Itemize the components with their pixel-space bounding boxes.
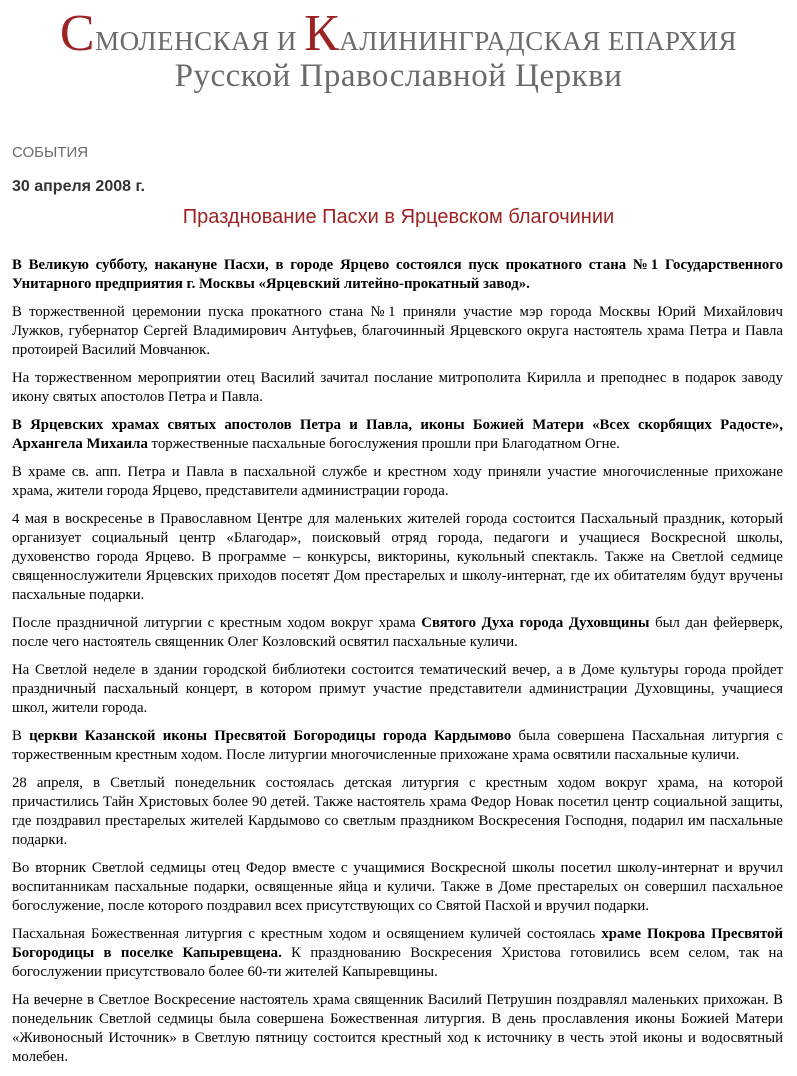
section-label: СОБЫТИЯ <box>12 144 89 161</box>
paragraph: После праздничной литургии с крестным ходом вокруг храма Святого Духа города Духовщины был дан фейерверк, после чего настоятель священник Олег Козловский освятил пасхальные куличи. <box>12 615 783 650</box>
paragraph: Пасхальная Божественная литургия с крестным ходом и освящением куличей состоялась храме Покрова Пресвятой Богородицы в поселке Капыревщена. К празднованию Воскресения Христова готовились всем селом, так на богослужении присутствовало более 60-ти жителей Капыревщины. <box>12 926 783 980</box>
eparchy-header <box>0 0 797 120</box>
paragraph: В церкви Казанской иконы Пресвятой Богородицы города Кардымово была совершена Пасхальная литургия с торжественным крестным ходом. После литургии многочисленные прихожане храма освятили пасхальные куличи. <box>12 728 783 763</box>
paragraph: В храме св. апп. Петра и Павла в пасхальной службе и крестном ходу приняли участие многочисленные прихожане храма, жители города Ярцево, представители администрации города. <box>12 464 783 499</box>
paragraph: 28 апреля, в Светлый понедельник состоялась детская литургия с крестным ходом вокруг храма, на которой причастились Тайн Христовых более 90 детей. Также настоятель храма Федор Новак посетил центр социальной защиты, где поздравил престарелых жителей Кардымово со светлым праздником Воскресения Господня, подарил им пасхальные подарки. <box>12 775 783 848</box>
paragraph: 4 мая в воскресенье в Православном Центре для маленьких жителей города состоится Пасхальный праздник, который организует социальный центр «Благодар», поисковый отряд города, педагоги и учащиеся Воскресной школы, духовенство города Ярцево. В программе – конкурсы, викторины, кукольный спектакль. Также на Светлой седмице священнослужители Ярцевских приходов посетят Дом престарелых и школу-интернат, где их обитателям будут вручены пасхальные подарки. <box>12 511 783 603</box>
paragraph: Во вторник Светлой седмицы отец Федор вместе с учащимися Воскресной школы посетил школу-интернат и вручил воспитанникам пасхальные подарки, освященные яйца и куличи. Также в Доме престарелых он совершил пасхальное богослужение, после которого поздравил всех присутствующих со Святой Пасхой и вручил подарки. <box>12 860 783 914</box>
header-initial-2: К <box>304 5 340 62</box>
article-date: 30 апреля 2008 г. <box>12 178 145 195</box>
paragraph: На торжественном мероприятии отец Василий зачитал послание митрополита Кирилла и преподнес в подарок заводу икону святых апостолов Петра и Павла. <box>12 370 783 405</box>
header-text-2: АЛИНИНГРАДСКАЯ ЕПАРХИЯ <box>339 26 738 56</box>
paragraph: В торжественной церемонии пуска прокатного стана №1 приняли участие мэр города Москвы Юрий Михайлович Лужков, губернатор Сергей Владимирович Антуфьев, благочинный Ярцевского округа настоятель храма Петра и Павла протоирей Василий Мовчанюк. <box>12 304 783 358</box>
header-initial-1: С <box>59 5 96 62</box>
paragraph: В Великую субботу, накануне Пасхи, в городе Ярцево состоялся пуск прокатного стана №1 Государственного Унитарного предприятия г. Москвы «Ярцевский литейно-прокатный завод». <box>12 257 783 292</box>
article-body <box>12 256 783 1076</box>
paragraph: На Светлой неделе в здании городской библиотеки состоится тематический вечер, а в Доме культуры города пройдет праздничный пасхальный концерт, в котором примут участие представители администрации Духовщины, учащиеся школ, жители города. <box>12 662 783 716</box>
header-text-1: МОЛЕНСКАЯ И <box>95 26 305 56</box>
paragraph: На вечерне в Светлое Воскресение настоятель храма священник Василий Петрушин поздравлял маленьких прихожан. В понедельник Светлой седмицы была совершена Божественная литургия. В день прославления иконы Божией Матери «Живоносный Источник» в Светлую пятницу состоится крестный ход к источнику в честь этой иконы и водосвятный молебен. <box>12 992 783 1065</box>
article-title: Празднование Пасхи в Ярцевском благочинии <box>182 206 615 228</box>
header-line-2: Русской Православной Церкви <box>174 58 623 94</box>
paragraph: В Ярцевских храмах святых апостолов Петра и Павла, иконы Божией Матери «Всех скорбящих Радосте», Архангела Михаила торжественные пасхальные богослужения прошли при Благодатном Огне. <box>12 417 783 452</box>
header-line-1 <box>0 5 797 62</box>
